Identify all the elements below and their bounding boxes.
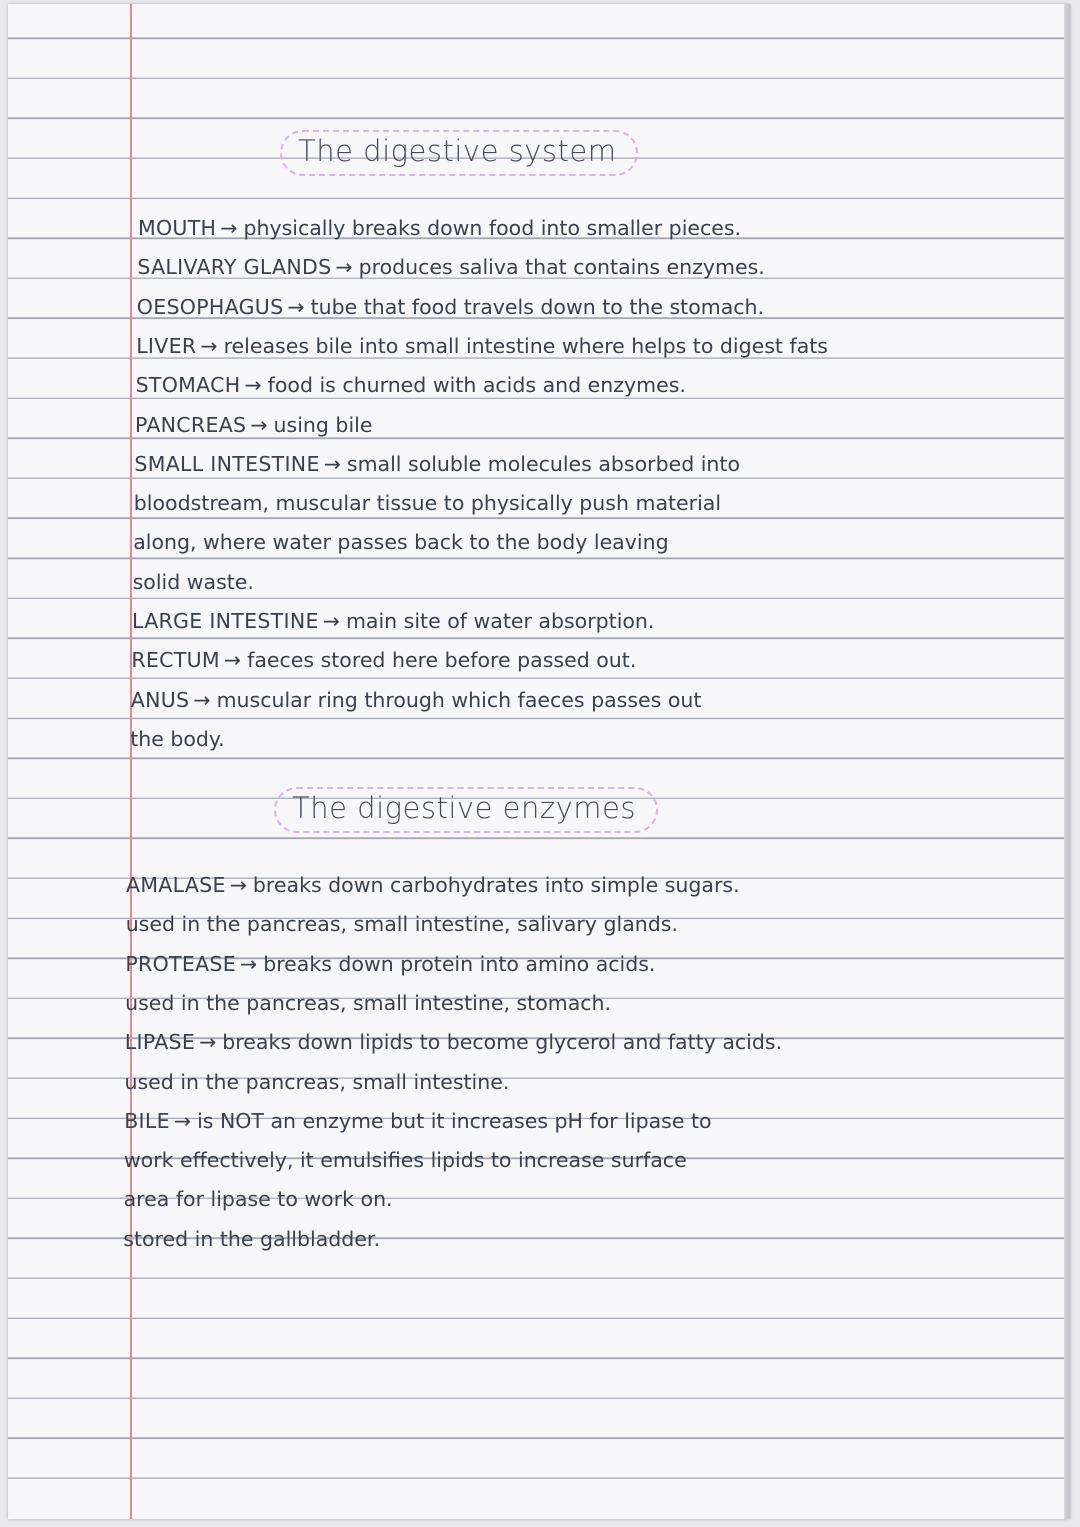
system-item-line (134, 490, 721, 516)
system-item-definition: produces saliva that contains enzymes. (358, 255, 765, 280)
system-item-line (131, 687, 702, 713)
system-item-term: LARGE INTESTINE (132, 609, 319, 633)
system-item-line (138, 215, 741, 241)
enzyme-item-term: BILE (124, 1108, 170, 1133)
system-item-definition: the body. (130, 726, 225, 751)
system-item-definition: physically breaks down food into smaller pieces. (243, 216, 742, 240)
system-item-term: SALIVARY GLANDS (137, 255, 332, 280)
system-item-line (136, 372, 686, 398)
system-item-definition: food is churned with acids and enzymes. (267, 373, 686, 398)
digestive-system-heading: The digestive system (280, 130, 638, 176)
enzyme-item-line (124, 1186, 393, 1212)
system-item-definition: bloodstream, muscular tissue to physically push material (133, 491, 722, 516)
margin-line (130, 4, 132, 1519)
enzyme-item-term: PROTEASE (125, 951, 236, 976)
enzyme-item-term: LIPASE (124, 1030, 196, 1055)
system-item-definition: small soluble molecules absorbed into (346, 451, 740, 476)
system-item-definition: muscular ring through which faeces passes out (216, 687, 702, 712)
arrow-icon: → (173, 1108, 192, 1133)
system-item-definition: solid waste. (132, 569, 254, 594)
page-edge (1064, 4, 1070, 1519)
arrow-icon: → (200, 333, 218, 358)
enzyme-item-line (126, 872, 740, 898)
system-item-line (137, 294, 764, 320)
enzyme-item-line (124, 1108, 711, 1134)
system-item-term: OESOPHAGUS (136, 294, 284, 319)
enzyme-item-definition: breaks down protein into amino acids. (263, 951, 656, 976)
system-item-definition: along, where water passes back to the body leaving (133, 530, 669, 555)
arrow-icon: → (323, 451, 341, 476)
system-item-term: PANCREAS (135, 412, 247, 437)
system-item-definition: tube that food travels down to the stomach. (310, 294, 765, 319)
enzyme-item-definition: area for lipase to work on. (123, 1187, 393, 1212)
enzyme-item-definition: stored in the gallbladder. (123, 1226, 380, 1251)
enzyme-item-definition: is NOT an enzyme but it increases pH for lipase to (197, 1108, 712, 1133)
arrow-icon: → (193, 687, 211, 712)
system-item-line (137, 254, 764, 280)
enzyme-item-definition: work effectively, it emulsifies lipids to increase surface (123, 1148, 687, 1173)
arrow-icon: → (223, 648, 242, 673)
notebook-page (8, 4, 1070, 1519)
enzyme-item-line (125, 990, 611, 1016)
system-item-line (130, 726, 224, 752)
enzyme-item-definition: used in the pancreas, small intestine, stomach. (125, 990, 612, 1015)
enzyme-item-definition: breaks down carbohydrates into simple sugars. (252, 873, 740, 897)
arrow-icon: → (250, 412, 268, 437)
system-item-line (135, 412, 372, 438)
system-item-line (133, 569, 254, 595)
enzyme-item-line (125, 1029, 782, 1055)
system-item-line (134, 451, 740, 477)
enzyme-item-line (125, 951, 655, 977)
enzyme-item-definition: breaks down lipids to become glycerol and fatty acids. (222, 1030, 783, 1055)
enzyme-item-definition: used in the pancreas, small intestine, salivary glands. (125, 912, 678, 937)
system-item-line (131, 647, 636, 673)
system-item-definition: faeces stored here before passed out. (247, 648, 637, 673)
enzyme-item-definition: used in the pancreas, small intestine. (124, 1069, 510, 1094)
system-item-term: MOUTH (138, 216, 217, 240)
enzyme-item-term: AMALASE (126, 873, 226, 897)
arrow-icon: → (322, 609, 340, 633)
arrow-icon: → (199, 1030, 217, 1055)
system-item-definition: using bile (273, 412, 373, 437)
system-item-line (132, 608, 654, 634)
system-item-definition: main site of water absorption. (345, 609, 655, 633)
digestive-enzymes-heading: The digestive enzymes (274, 787, 658, 833)
enzyme-item-line (124, 1147, 687, 1173)
system-item-line (133, 529, 668, 555)
arrow-icon: → (335, 255, 353, 280)
system-item-term: LIVER (136, 333, 197, 358)
enzyme-item-line (123, 1226, 380, 1252)
system-item-term: STOMACH (135, 373, 241, 398)
enzyme-item-line (126, 911, 678, 937)
system-item-term: RECTUM (131, 648, 220, 673)
arrow-icon: → (220, 216, 238, 240)
arrow-icon: → (240, 951, 258, 976)
arrow-icon: → (229, 873, 247, 897)
system-item-term: SMALL INTESTINE (134, 451, 320, 476)
arrow-icon: → (244, 373, 262, 398)
system-item-line (136, 333, 828, 359)
arrow-icon: → (287, 294, 305, 319)
enzyme-item-line (125, 1069, 510, 1095)
system-item-definition: releases bile into small intestine where helps to digest fats (223, 333, 828, 358)
system-item-term: ANUS (130, 687, 190, 712)
